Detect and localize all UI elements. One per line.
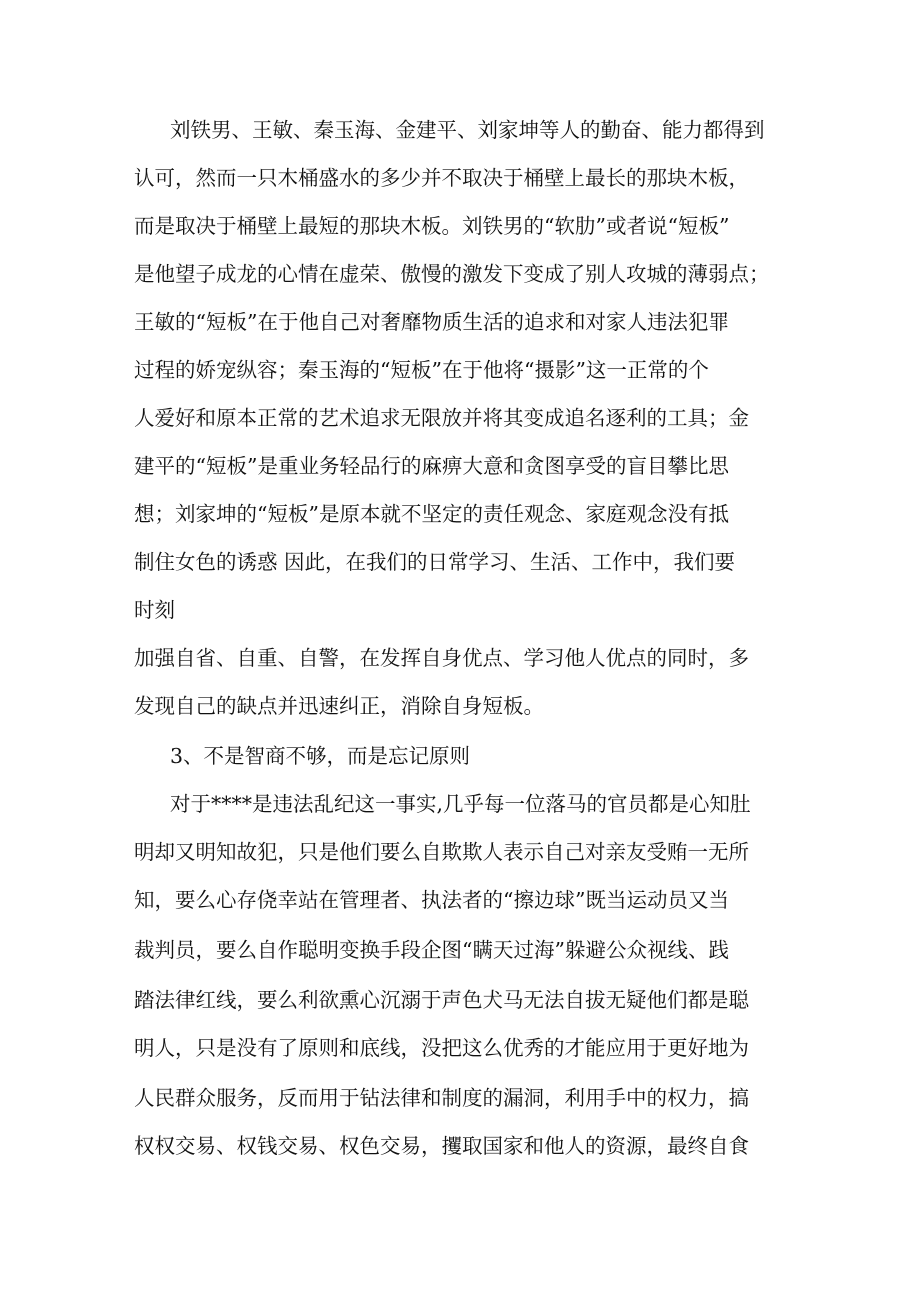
paragraph-line: 加强自省、自重、自警，在发挥自身优点、学习他人优点的同时，多 <box>134 646 749 670</box>
paragraph-line: 建平的“短板”是重业务轻品行的麻痹大意和贪图享受的盲目攀比思 <box>134 454 729 478</box>
paragraph-line: 发现自己的缺点并迅速纠正，消除自身短板。 <box>134 694 544 718</box>
paragraph-line: 人民群众服务，反而用于钻法律和制度的漏洞，利用手中的权力，搞 <box>134 1086 749 1110</box>
paragraph-line: 过程的娇宠纵容；秦玉海的“短板”在于他将“摄影”这一正常的个 <box>134 358 709 382</box>
paragraph-line: 权权交易、权钱交易、权色交易，攫取国家和他人的资源，最终自食 <box>134 1134 749 1158</box>
paragraph-line: 踏法律红线，要么利欲熏心沉溺于声色犬马无法自拔无疑他们都是聪 <box>134 988 749 1012</box>
paragraph-line: 王敏的“短板”在于他自己对奢靡物质生活的追求和对家人违法犯罪 <box>134 310 729 334</box>
paragraph-line: 裁判员，要么自作聪明变换手段企图“瞒天过海”躲避公众视线、践 <box>134 938 729 962</box>
paragraph-line: 认可，然而一只木桶盛水的多少并不取决于桶壁上最长的那块木板， <box>134 166 749 190</box>
paragraph-line: 而是取决于桶壁上最短的那块木板。刘铁男的“软肋”或者说“短板” <box>134 214 730 238</box>
paragraph-line: 制住女色的诱惑 因此，在我们的日常学习、生活、工作中，我们要 <box>134 550 736 574</box>
paragraph-line: 知，要么心存侥幸站在管理者、执法者的“擦边球”既当运动员又当 <box>134 888 729 912</box>
paragraph-line: 人爱好和原本正常的艺术追求无限放并将其变成追名逐利的工具；金 <box>134 406 749 430</box>
paragraph-line: 明却又明知故犯，只是他们要么自欺欺人表示自己对亲友受贿一无所 <box>134 840 749 864</box>
paragraph-line: 时刻 <box>134 598 175 622</box>
paragraph-line: 想；刘家坤的“短板”是原本就不坚定的责任观念、家庭观念没有抵 <box>134 502 729 526</box>
section-heading: 3、不是智商不够，而是忘记原则 <box>170 744 471 768</box>
paragraph-line: 是他望子成龙的心情在虚荣、傲慢的激发下变成了别人攻城的薄弱点； <box>134 262 770 286</box>
paragraph-line: 对于****是违法乱纪这一事实,几乎每一位落马的官员都是心知肚 <box>170 792 751 816</box>
paragraph-line: 刘铁男、王敏、秦玉海、金建平、刘家坤等人的勤奋、能力都得到 <box>170 118 765 142</box>
paragraph-line: 明人，只是没有了原则和底线，没把这么优秀的才能应用于更好地为 <box>134 1036 749 1060</box>
